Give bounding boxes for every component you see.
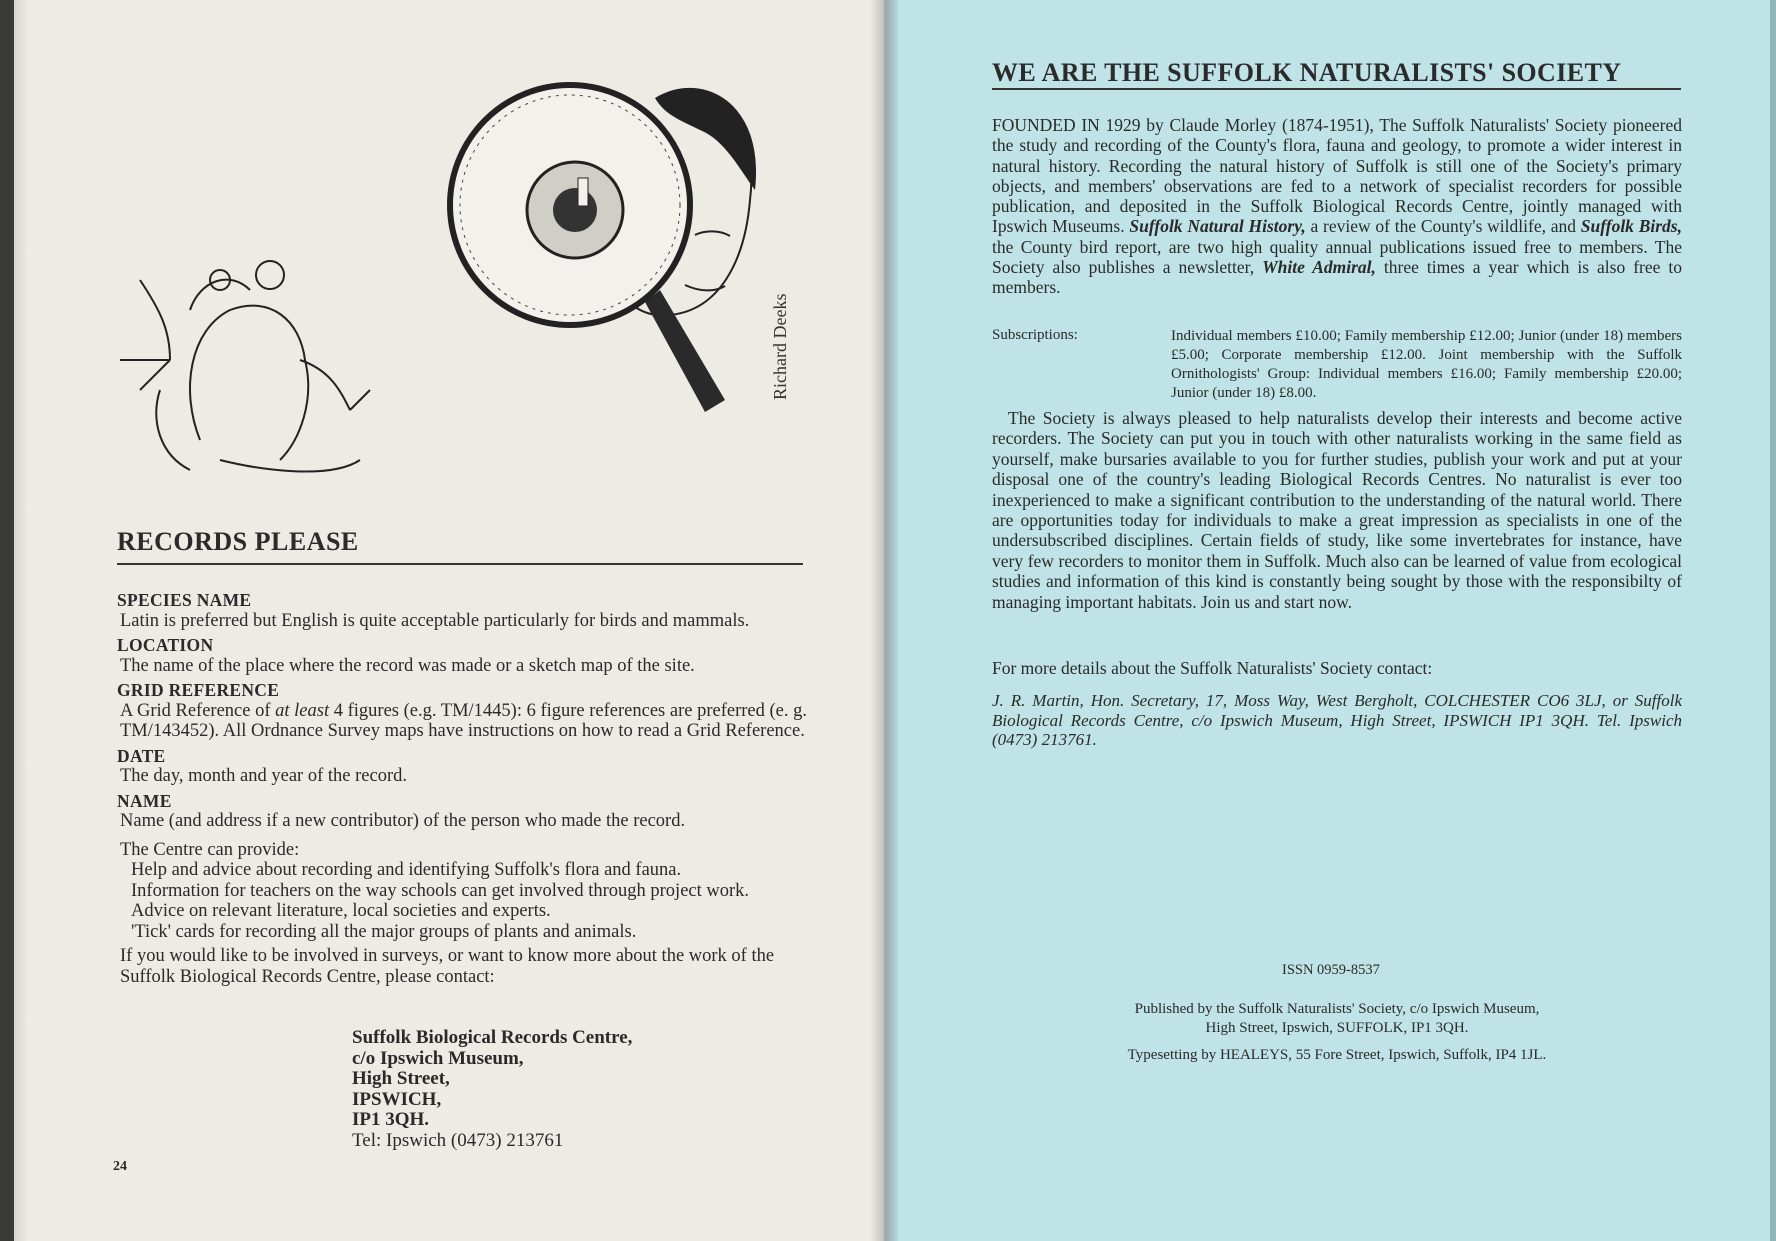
section-title: GRID REFERENCE [117,680,280,700]
publication-title: Suffolk Natural History, [1129,216,1306,237]
page-gutter [870,0,898,1241]
publication-title: Suffolk Birds, [1580,216,1682,237]
section-text: A Grid Reference of at least 4 figures (e.g. TM/1445): 6 figure references are preferred (e. g. TM/143452). All Ordnance Survey maps have instructions on how to read a Grid Reference. [120,700,807,741]
typesetting-line: Typesetting by HEALEYS, 55 Fore Street, Ipswich, Suffolk, IP4 1JL. [1127,1047,1547,1063]
subscriptions-text: Individual members £10.00; Family membership £12.00; Junior (under 18) members £5.00; Corporate membership £12.00. Joint membership with the Suffolk Ornithologists' Group: Individual members £16.00; Family membership £20.00; Junior (under 18) £8.00. [1171,328,1682,401]
society-contact: J. R. Martin, Hon. Secretary, 17, Moss Way, West Bergholt, COLCHESTER CO6 3LJ, or Suffolk Biological Records Centre, c/o Ipswich Museum, High Street, IPSWICH IP1 3QH. Tel. Ipswich (0473) 213761. [992,691,1682,750]
records-heading: RECORDS PLEASE [117,527,359,556]
provide-item: 'Tick' cards for recording all the major groups of plants and animals. [131,921,637,942]
section-text: Latin is preferred but English is quite acceptable particularly for birds and mammals. [120,610,750,631]
provide-item: Information for teachers on the way schools can get involved through project work. [131,880,750,901]
frog-magnifier-illustration [100,60,820,530]
involve-text: If you would like to be involved in surveys, or want to know more about the work of the Suffolk Biological Records Centre, please contact: [120,946,775,987]
page-number: 24 [113,1159,127,1174]
telephone: Tel: Ipswich (0473) 213761 [352,1129,564,1151]
illustration-credit: Richard Deeks [770,293,790,400]
provide-intro: The Centre can provide: [120,839,300,860]
address-line: IP1 3QH. [352,1109,430,1130]
heading-rule [992,88,1681,90]
publisher-info [992,1000,1682,1065]
issn: ISSN 0959-8537 [1282,962,1380,978]
publisher-line: Published by the Suffolk Naturalists' Society, c/o Ipswich Museum, [1134,1001,1540,1017]
section-title: SPECIES NAME [117,590,252,610]
section-text: The day, month and year of the record. [120,766,407,786]
subscriptions-label: Subscriptions: [992,327,1078,343]
society-intro: FOUNDED IN 1929 by Claude Morley (1874-1951), The Suffolk Naturalists' Society pioneered the study and recording of the County's flora, fauna and geology, to promote a wider interest in natural history. Recording the natural history of Suffolk is still one of the Society's primary objects, and members' observations are fed to a network of specialist recorders for possible publication, and deposited in the Suffolk Biological Records Centre, jointly managed with Ipswich Museums. Suffolk Natural History, a review of the County's wildlife, and Suffolk Birds, the County bird report, are two high quality annual publications issued free to members. The Society also publishes a newsletter, White Admiral, three times a year which is also free to members. [992,115,1682,298]
address-line: c/o Ipswich Museum, [352,1047,524,1069]
provide-item: Advice on relevant literature, local societies and experts. [131,901,551,921]
frog-drawing [120,261,370,472]
address-line: Suffolk Biological Records Centre, [352,1027,633,1048]
records-body [117,586,807,987]
section-text: The name of the place where the record was made or a sketch map of the site. [120,655,695,676]
section-text: Name (and address if a new contributor) of the person who made the record. [120,811,686,831]
section-title: LOCATION [117,635,214,655]
address-line: High Street, [352,1068,450,1089]
heading-rule [117,563,803,565]
address-line: IPSWICH, [352,1088,442,1110]
contact-address [352,1028,632,1151]
society-heading: WE ARE THE SUFFOLK NATURALISTS' SOCIETY [992,58,1622,87]
society-paragraph: The Society is always pleased to help naturalists develop their interests and become active recorders. The Society can put you in touch with other naturalists working in the same field as yourself, make bursaries available to you for further studies, publish your work and put at your disposal one of the country's leading Biological Records Centres. No naturalist is ever too inexperienced to make a significant contribution to the understanding of the natural world. There are opportunities today for individuals to make a great impression as specialists in one of the undersubscribed disciplines. Certain fields of study, like some invertebrates for instance, have very few recorders to monitor them in Suffolk. Much also can be learned of value from ecological studies and information of this kind is constantly being sought by those with the responsibilty of managing important habitats. Join us and start now. [992,408,1682,612]
more-details: For more details about the Suffolk Naturalists' Society contact: [992,658,1433,678]
provide-item: Help and advice about recording and identifying Suffolk's flora and fauna. [131,860,682,880]
section-title: DATE [117,745,166,766]
publisher-line: High Street, Ipswich, SUFFOLK, IP1 3QH. [1205,1020,1469,1036]
publication-title: White Admiral, [1262,257,1376,278]
section-title: NAME [117,790,172,811]
